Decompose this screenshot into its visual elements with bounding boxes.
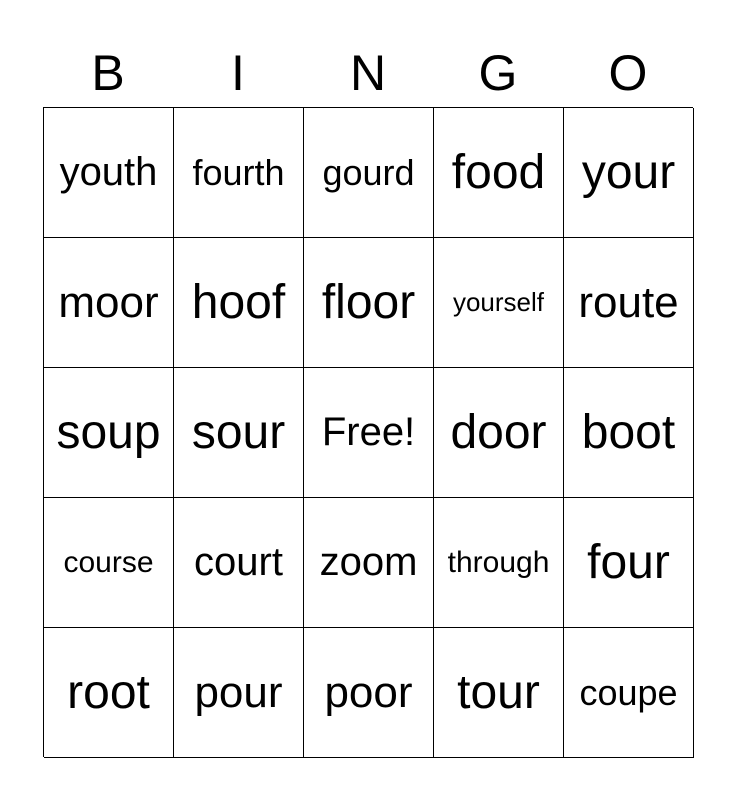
bingo-cell: food [434, 108, 564, 238]
bingo-cell: coupe [564, 628, 694, 758]
header-letter-n: N [349, 45, 387, 101]
bingo-cell: four [564, 498, 694, 628]
bingo-cell: court [174, 498, 304, 628]
bingo-cell: your [564, 108, 694, 238]
bingo-cell: route [564, 238, 694, 368]
bingo-cell: sour [174, 368, 304, 498]
bingo-cell: youth [44, 108, 174, 238]
bingo-cell: poor [304, 628, 434, 758]
free-space: Free! [304, 368, 434, 498]
bingo-cell: fourth [174, 108, 304, 238]
bingo-cell: door [434, 368, 564, 498]
bingo-cell: root [44, 628, 174, 758]
bingo-cell: moor [44, 238, 174, 368]
header-letter-g: G [478, 45, 518, 101]
bingo-cell: yourself [434, 238, 564, 368]
bingo-header [43, 40, 693, 106]
bingo-cell: tour [434, 628, 564, 758]
bingo-cell: floor [304, 238, 434, 368]
bingo-cell: gourd [304, 108, 434, 238]
header-letter-o: O [608, 45, 648, 101]
bingo-cell: soup [44, 368, 174, 498]
bingo-cell: through [434, 498, 564, 628]
bingo-cell: course [44, 498, 174, 628]
bingo-cell: boot [564, 368, 694, 498]
bingo-cell: pour [174, 628, 304, 758]
bingo-card-grid [43, 107, 693, 757]
header-letter-b: B [91, 45, 125, 101]
header-letter-i: I [231, 45, 245, 101]
bingo-cell: zoom [304, 498, 434, 628]
bingo-cell: hoof [174, 238, 304, 368]
